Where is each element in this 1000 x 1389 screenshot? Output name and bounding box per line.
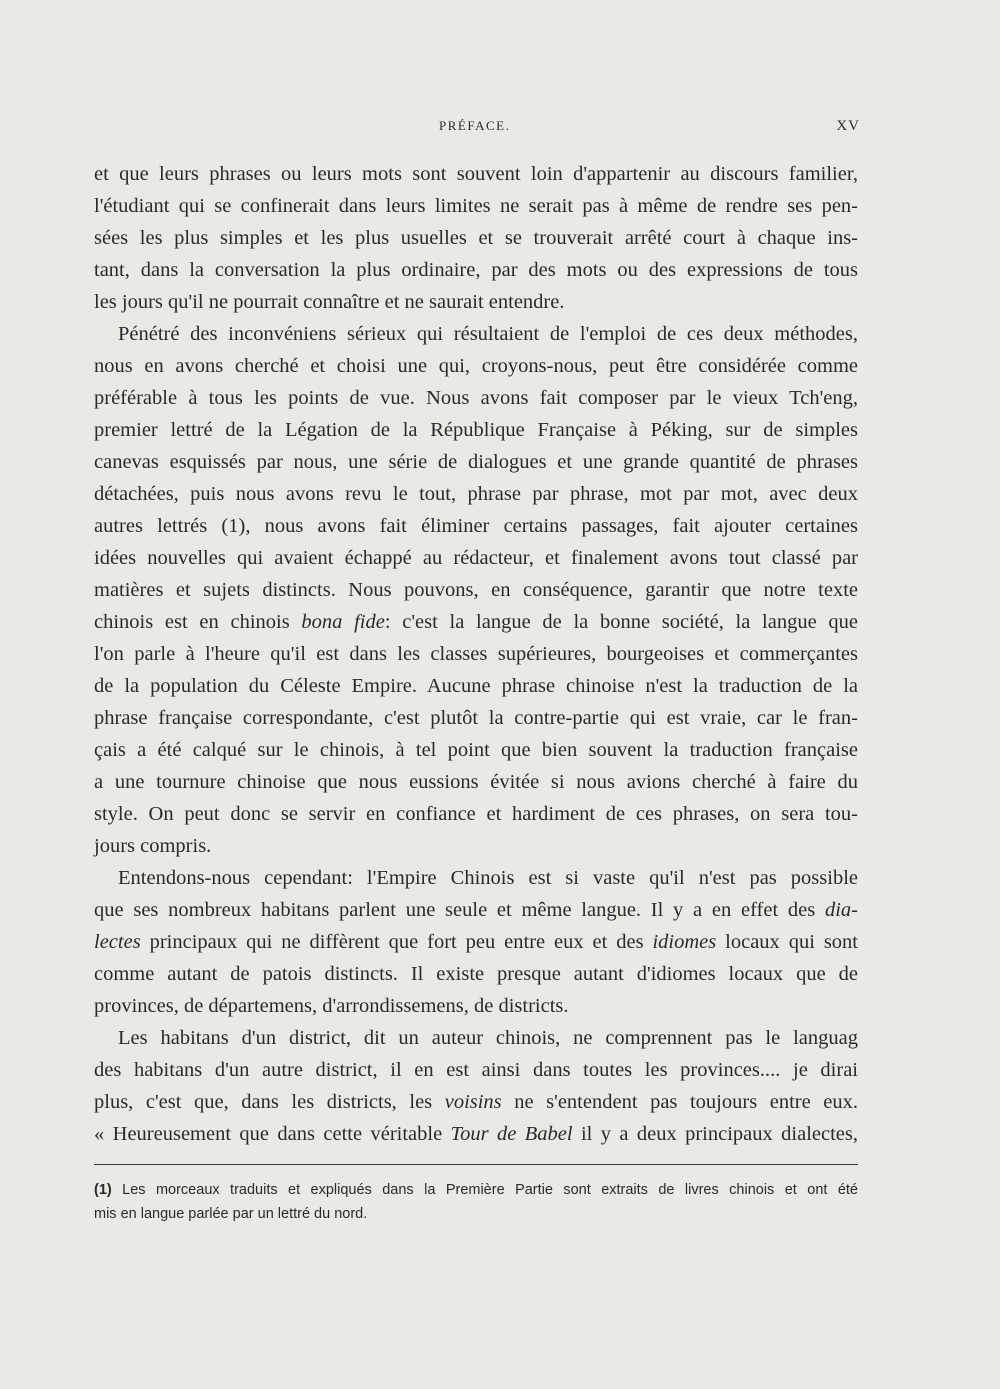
footnote-text: Les morceaux traduits et expliqués dans la Première Partie sont extraits de livres chinois et ont été [111, 1182, 858, 1198]
italic-phrase: bona fide [301, 611, 385, 633]
text-segment: « Heureusement que dans cette véritable [94, 1123, 451, 1145]
text-segment: plus, c'est que, dans les districts, les [94, 1091, 445, 1113]
italic-phrase: Tour de Babel [450, 1123, 573, 1145]
text-line: çais a été calqué sur le chinois, à tel point que bien souvent la traduction française [94, 739, 858, 761]
text-line: jours compris. [94, 835, 212, 857]
text-line: canevas esquissés par nous, une série de dialogues et une grande quantité de phrases [94, 451, 858, 473]
footnote-rule [94, 1164, 858, 1165]
italic-phrase: idiomes [652, 931, 717, 953]
text-segment: que ses nombreux habitans parlent une seule et même langue. Il y a en effet des [94, 899, 825, 921]
text-line [94, 1118, 858, 1150]
text-segment: : c'est la langue de la bonne société, la langue que [384, 611, 858, 633]
footnote-line [94, 1178, 858, 1202]
text-segment: ne s'entendent pas toujours entre eux. [501, 1091, 858, 1113]
text-line [94, 606, 858, 638]
footnote-marker: (1) [94, 1182, 112, 1198]
text-line: sées les plus simples et les plus usuelles et se trouverait arrêté court à chaque ins- [94, 227, 858, 249]
text-line: détachées, puis nous avons revu le tout, phrase par phrase, mot par mot, avec deux [94, 483, 858, 505]
text-line: autres lettrés (1), nous avons fait éliminer certains passages, fait ajouter certaines [94, 515, 858, 537]
text-line: l'on parle à l'heure qu'il est dans les classes supérieures, bourgeoises et commerçantes [94, 643, 858, 665]
text-line: préférable à tous les points de vue. Nous avons fait composer par le vieux Tch'eng, [94, 387, 858, 409]
text-line [94, 926, 858, 958]
text-line: matières et sujets distincts. Nous pouvons, en conséquence, garantir que notre texte [94, 579, 858, 601]
text-line: comme autant de patois distincts. Il existe presque autant d'idiomes locaux que de [94, 963, 858, 985]
text-line: premier lettré de la Légation de la République Française à Péking, sur de simples [94, 419, 858, 441]
text-line: nous en avons cherché et choisi une qui, croyons-nous, peut être considérée comme [94, 355, 858, 377]
text-line: de la population du Céleste Empire. Aucune phrase chinoise n'est la traduction de la [94, 675, 858, 697]
running-title: PRÉFACE. [439, 118, 511, 133]
text-line: les jours qu'il ne pourrait connaître et ne saurait entendre. [94, 291, 565, 313]
text-segment: principaux qui ne diffèrent que fort peu entre eux et des [140, 931, 653, 953]
italic-phrase: lectes [94, 931, 141, 953]
text-line: idées nouvelles qui avaient échappé au rédacteur, et finalement avons tout classé par [94, 547, 858, 569]
text-line: phrase française correspondante, c'est plutôt la contre-partie qui est vraie, car le fran- [94, 707, 858, 729]
page-number: XV [836, 118, 860, 134]
text-line: style. On peut donc se servir en confiance et hardiment de ces phrases, on sera tou- [94, 803, 858, 825]
text-line: a une tournure chinoise que nous eussions évitée si nous avions cherché à faire du [94, 771, 858, 793]
text-segment: chinois est en chinois [94, 611, 302, 633]
page-header [0, 118, 1000, 142]
text-segment: il y a deux principaux dialectes, [572, 1123, 859, 1145]
text-line: Les habitans d'un district, dit un auteur chinois, ne comprennent pas le languag [118, 1027, 858, 1049]
text-line: l'étudiant qui se confinerait dans leurs limites ne serait pas à même de rendre ses pen- [94, 195, 858, 217]
italic-phrase: voisins [444, 1091, 502, 1113]
text-line [94, 1086, 858, 1118]
text-segment: locaux qui sont [716, 931, 858, 953]
text-line [94, 894, 858, 926]
text-line: des habitans d'un autre district, il en est ainsi dans toutes les provinces.... je dirai [94, 1059, 858, 1081]
text-line: Pénétré des inconvéniens sérieux qui résultaient de l'emploi de ces deux méthodes, [118, 323, 858, 345]
footnote [94, 1178, 858, 1226]
body-text [94, 158, 858, 1150]
text-line: et que leurs phrases ou leurs mots sont souvent loin d'appartenir au discours familier, [94, 163, 858, 185]
text-line: provinces, de départemens, d'arrondissemens, de districts. [94, 995, 569, 1017]
text-line: Entendons-nous cependant: l'Empire Chinois est si vaste qu'il n'est pas possible [118, 867, 858, 889]
footnote-line: mis en langue parlée par un lettré du nord. [94, 1206, 368, 1222]
italic-phrase: dia- [824, 899, 858, 921]
text-line: tant, dans la conversation la plus ordinaire, par des mots ou des expressions de tous [94, 259, 858, 281]
